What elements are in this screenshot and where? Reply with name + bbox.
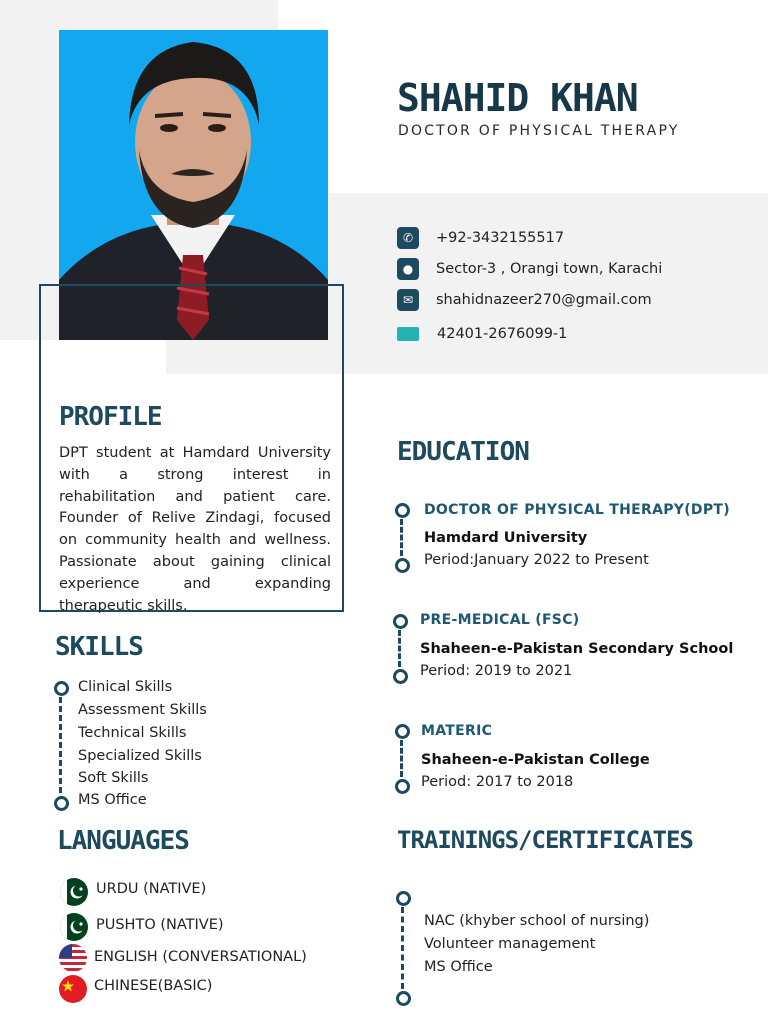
edu-timeline-start-icon bbox=[395, 724, 410, 739]
edu-timeline-line bbox=[398, 630, 404, 667]
candidate-title: DOCTOR OF PHYSICAL THERAPY bbox=[398, 123, 680, 139]
skill-item: Specialized Skills bbox=[78, 748, 202, 764]
education-period: Period: 2017 to 2018 bbox=[421, 774, 574, 790]
china-flag-icon bbox=[59, 975, 87, 1003]
profile-heading: PROFILE bbox=[59, 402, 162, 432]
languages-heading: LANGUAGES bbox=[57, 826, 189, 856]
education-school: Shaheen-e-Pakistan Secondary School bbox=[420, 641, 734, 657]
edu-timeline-start-icon bbox=[393, 614, 408, 629]
skills-timeline-line bbox=[59, 697, 65, 793]
language-item: PUSHTO (NATIVE) bbox=[96, 917, 224, 933]
training-item: Volunteer management bbox=[424, 936, 596, 952]
profile-text: DPT student at Hamdard University with a strong interest in rehabilitation and patient care. Founder of Relive Zindagi, focused on community health and wellness. Passionate about gaining clinical experience and expanding therapeutic skills. bbox=[59, 445, 331, 614]
mail-icon: ✉ bbox=[397, 289, 419, 311]
edu-timeline-end-icon bbox=[395, 558, 410, 573]
training-item: MS Office bbox=[424, 959, 493, 975]
phone-text: +92-3432155517 bbox=[436, 230, 565, 246]
skills-heading: SKILLS bbox=[55, 632, 143, 662]
address-text: Sector-3 , Orangi town, Karachi bbox=[436, 261, 663, 277]
skill-item: Technical Skills bbox=[78, 725, 187, 741]
skills-timeline-end-icon bbox=[54, 796, 69, 811]
education-heading: EDUCATION bbox=[397, 437, 529, 467]
email-text: shahidnazeer270@gmail.com bbox=[436, 292, 652, 308]
contact-phone bbox=[397, 227, 564, 249]
contact-email bbox=[397, 289, 652, 311]
trainings-heading: TRAININGS/CERTIFICATES bbox=[397, 826, 693, 854]
skill-item: Clinical Skills bbox=[78, 679, 173, 695]
trainings-timeline-line bbox=[401, 907, 407, 989]
phone-icon: ✆ bbox=[397, 227, 419, 249]
skills-timeline-start-icon bbox=[54, 681, 69, 696]
education-period: Period: 2019 to 2021 bbox=[420, 663, 573, 679]
trainings-timeline-start-icon bbox=[396, 891, 411, 906]
contact-id bbox=[397, 323, 567, 345]
trainings-timeline-end-icon bbox=[396, 991, 411, 1006]
training-item: NAC (khyber school of nursing) bbox=[424, 913, 650, 929]
pakistan-flag-icon bbox=[60, 878, 88, 906]
skill-item: MS Office bbox=[78, 792, 147, 808]
usa-flag-icon bbox=[59, 944, 87, 972]
id-card-icon bbox=[397, 327, 419, 341]
skill-item: Assessment Skills bbox=[78, 702, 207, 718]
education-degree: PRE-MEDICAL (FSC) bbox=[420, 612, 580, 628]
edu-timeline-end-icon bbox=[393, 669, 408, 684]
location-icon: ● bbox=[397, 258, 419, 280]
edu-timeline-start-icon bbox=[395, 503, 410, 518]
language-item: ENGLISH (CONVERSATIONAL) bbox=[94, 949, 307, 965]
contact-address bbox=[397, 258, 662, 280]
skill-item: Soft Skills bbox=[78, 770, 149, 786]
education-degree: MATERIC bbox=[421, 723, 493, 739]
edu-timeline-end-icon bbox=[395, 779, 410, 794]
candidate-name: SHAHID KHAN bbox=[397, 76, 638, 120]
pakistan-flag-icon bbox=[60, 913, 88, 941]
education-degree: DOCTOR OF PHYSICAL THERAPY(DPT) bbox=[424, 502, 730, 518]
id-text: 42401-2676099-1 bbox=[437, 326, 568, 342]
edu-timeline-line bbox=[400, 740, 406, 777]
education-school: Hamdard University bbox=[424, 530, 588, 546]
education-period: Period:January 2022 to Present bbox=[424, 552, 649, 568]
language-item: CHINESE(BASIC) bbox=[94, 978, 213, 994]
education-school: Shaheen-e-Pakistan College bbox=[421, 752, 650, 768]
edu-timeline-line bbox=[400, 519, 406, 556]
language-item: URDU (NATIVE) bbox=[96, 881, 207, 897]
